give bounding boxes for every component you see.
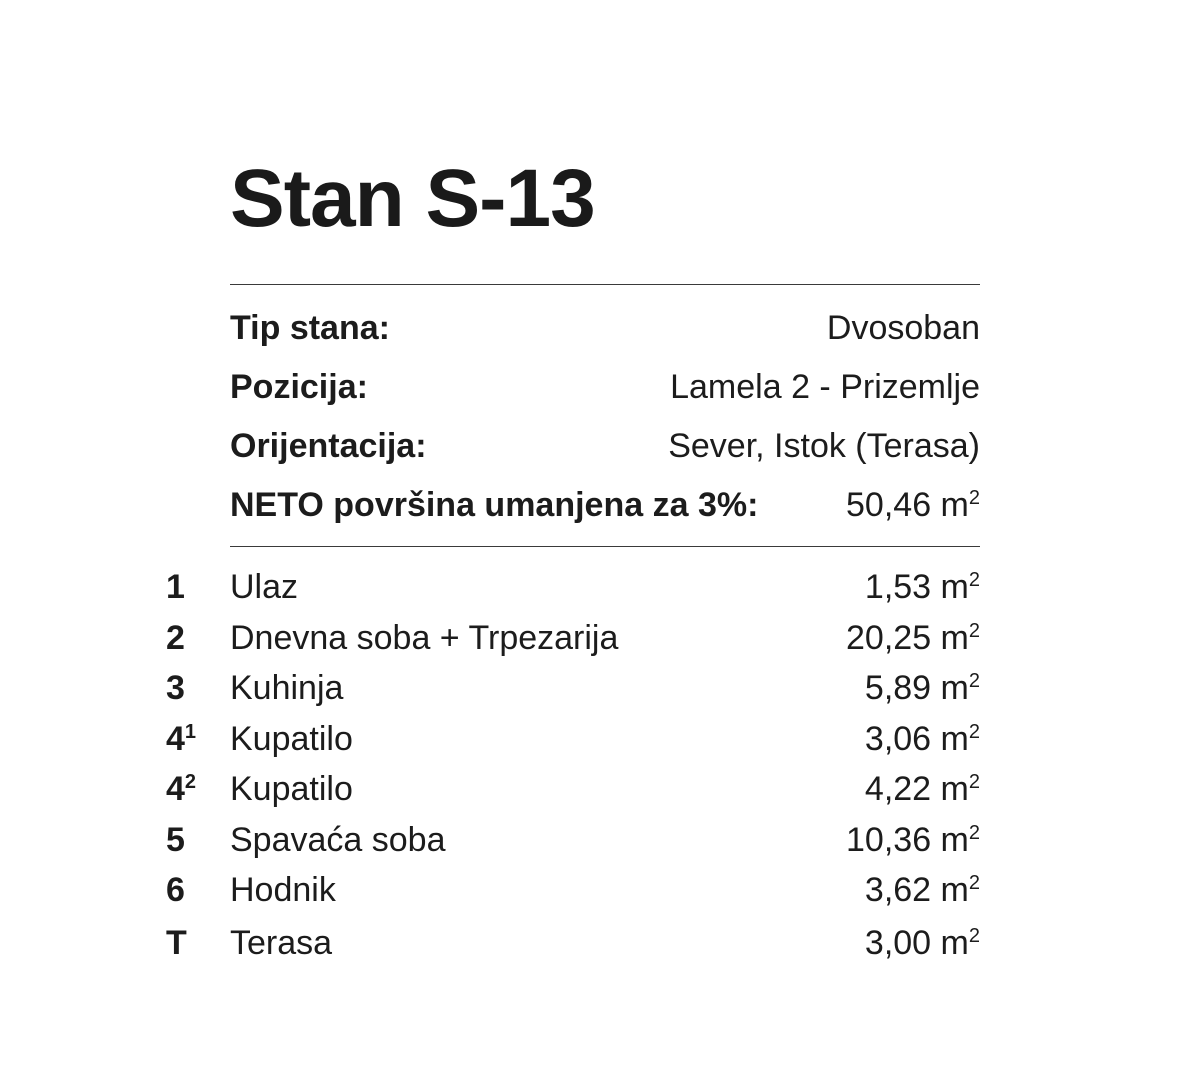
unit-superscript: 2	[968, 487, 980, 509]
room-area: 10,36 $m^2$	[846, 821, 980, 859]
room-row	[166, 616, 980, 660]
room-number: $4^2$	[166, 770, 197, 808]
room-row	[166, 565, 980, 609]
info-label: Orijentacija:	[230, 427, 427, 465]
room-area: 20,25 $m^2$	[846, 619, 980, 657]
info-row-net-area	[230, 482, 980, 528]
info-label: Tip stana:	[230, 309, 390, 347]
room-name: Kuhinja	[230, 669, 344, 707]
room-area: 3,62 $m^2$	[864, 871, 980, 909]
room-row	[166, 717, 980, 761]
info-label: NETO površina umanjena za 3%:	[230, 486, 759, 524]
room-row	[166, 818, 980, 862]
room-area: 3,06 $m^2$	[864, 720, 980, 758]
room-row	[166, 921, 980, 965]
room-number: 1	[166, 568, 185, 606]
room-name: Ulaz	[230, 568, 299, 606]
room-number: 2	[166, 619, 185, 657]
room-name: Kupatilo	[230, 720, 353, 758]
room-number: T	[166, 924, 187, 962]
info-value: 50,46 $m^2$	[846, 486, 980, 524]
info-row-type	[230, 305, 980, 351]
info-value: Sever, Istok (Terasa)	[668, 427, 980, 465]
divider-top	[230, 284, 980, 285]
info-label: Pozicija:	[230, 368, 368, 406]
room-name: Kupatilo	[230, 770, 353, 808]
room-name: Spavaća soba	[230, 821, 446, 859]
room-name: Terasa	[230, 924, 333, 962]
room-row	[166, 767, 980, 811]
room-number: $4^1$	[166, 720, 197, 758]
info-row-orientation	[230, 423, 980, 469]
room-area: 5,89 $m^2$	[864, 669, 980, 707]
divider-middle	[230, 546, 980, 547]
info-value: Dvosoban	[826, 309, 980, 347]
room-row	[166, 666, 980, 710]
room-name: Hodnik	[230, 871, 336, 909]
room-number: 6	[166, 871, 185, 909]
room-area: 4,22 $m^2$	[864, 770, 980, 808]
room-area: 1,53 $m^2$	[864, 568, 980, 606]
page-title: Stan S-13	[230, 153, 595, 244]
room-number: 3	[166, 669, 185, 707]
room-row	[166, 868, 980, 912]
room-area: 3,00 $m^2$	[864, 924, 980, 962]
info-row-position	[230, 364, 980, 410]
info-value: Lamela 2 - Prizemlje	[670, 368, 980, 406]
room-number: 5	[166, 821, 185, 859]
room-name: Dnevna soba + Trpezarija	[230, 619, 619, 657]
